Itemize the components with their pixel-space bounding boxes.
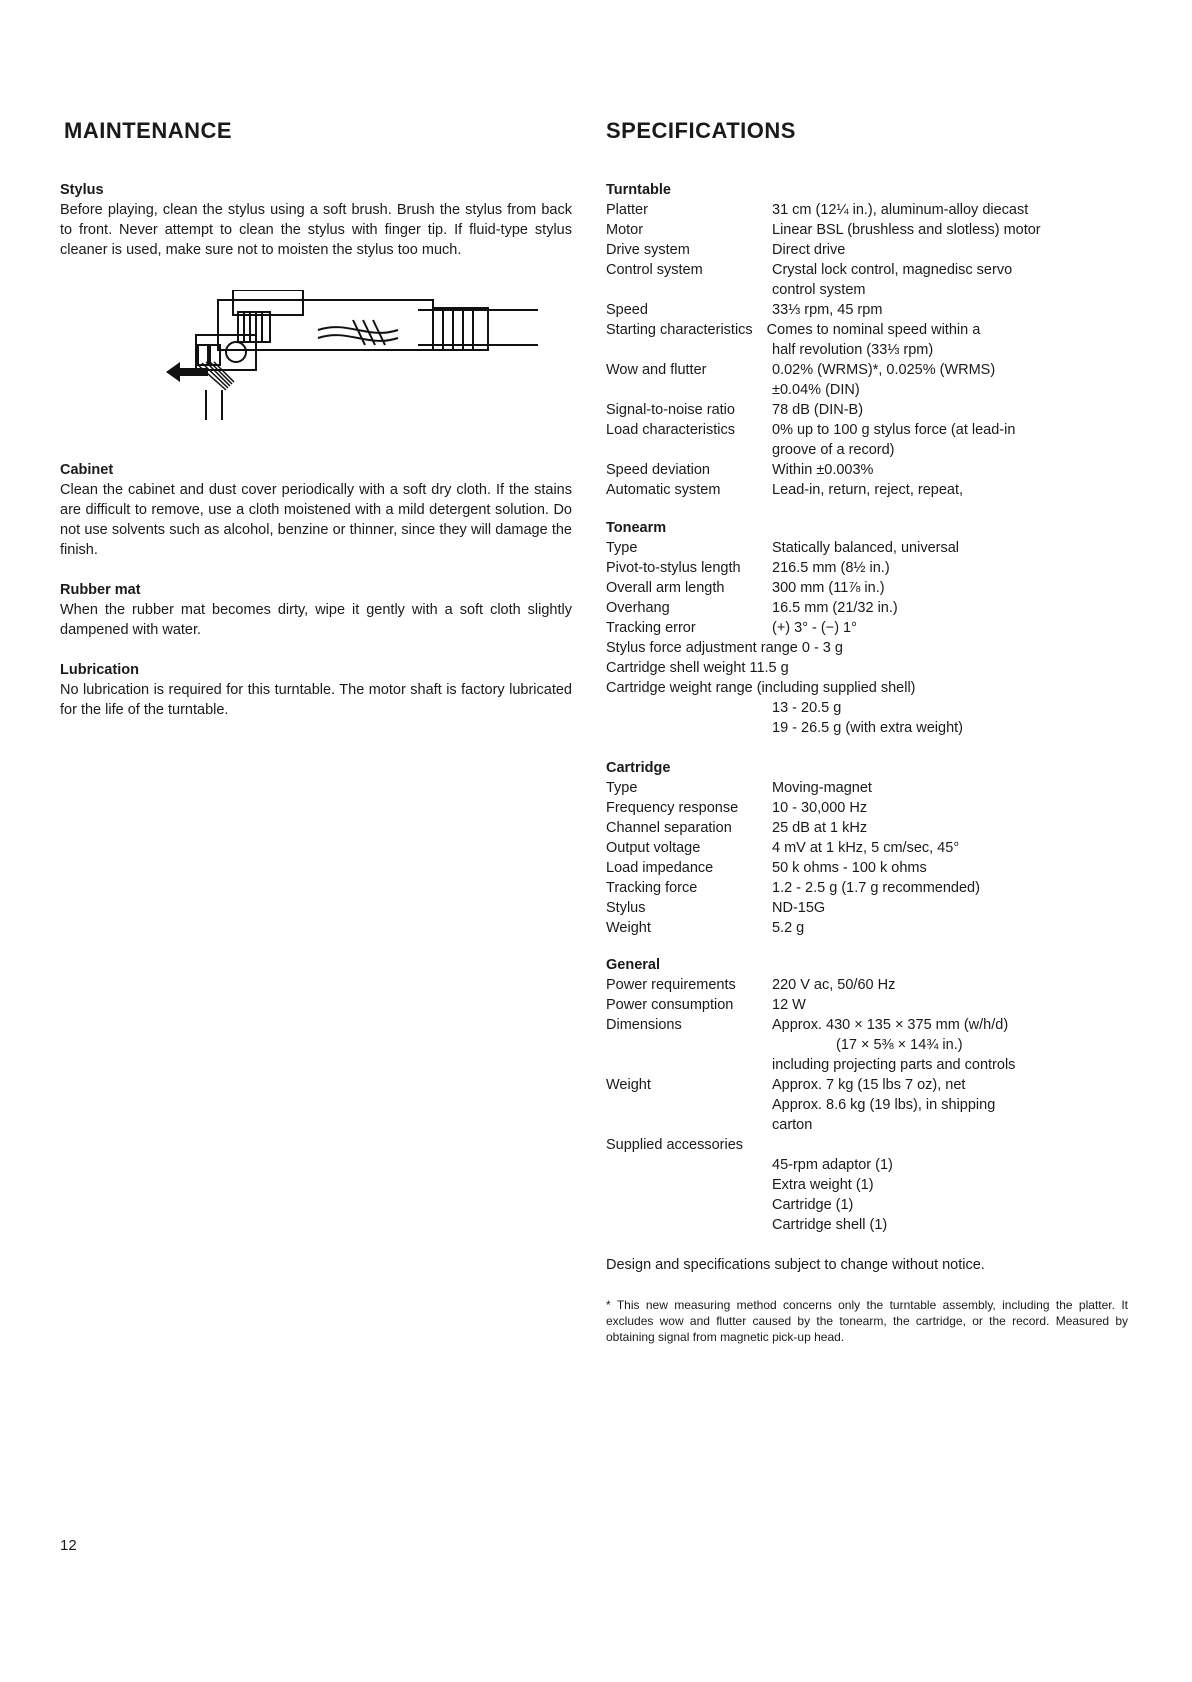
stylus-brush-cleaning-illustration: [118, 290, 558, 450]
spec-label: Tracking force: [606, 880, 698, 896]
lubrication-heading: Lubrication: [60, 662, 139, 678]
spec-row: [606, 995, 1166, 1015]
spec-row: [606, 1075, 1166, 1095]
page-number: 12: [60, 1537, 77, 1554]
spec-value: Approx. 7 kg (15 lbs 7 oz), net: [772, 1077, 966, 1093]
spec-row: [606, 598, 1166, 618]
spec-row: [606, 480, 1166, 500]
spec-label: Speed: [606, 302, 648, 318]
footnote-text: * This new measuring method concerns only the turntable assembly, including the platter. It excludes wow and flutter caused by the tonearm, the cartridge, or the record. Measured by obtaining signal from magnetic pick-up head.: [606, 1298, 1128, 1344]
spec-value: 4 mV at 1 kHz, 5 cm/sec, 45°: [772, 840, 960, 856]
spec-value-continued: Approx. 8.6 kg (19 lbs), in shipping: [772, 1097, 996, 1113]
spec-value: 31 cm (12¼ in.), aluminum-alloy diecast: [772, 202, 1029, 218]
spec-line: Cartridge weight range (including supplied shell): [606, 680, 916, 696]
spec-row: [606, 538, 1166, 558]
spec-row: [606, 778, 1166, 798]
spec-value: 1.2 - 2.5 g (1.7 g recommended): [772, 880, 980, 896]
spec-row: [606, 858, 1166, 878]
spec-label: Type: [606, 540, 638, 556]
spec-label: Overall arm length: [606, 580, 725, 596]
tonearm-heading: Tonearm: [606, 520, 667, 536]
spec-row: [606, 1015, 1166, 1035]
spec-label: Load characteristics: [606, 422, 735, 438]
spec-value: Linear BSL (brushless and slotless) motor: [772, 222, 1041, 238]
general-heading: General: [606, 957, 660, 973]
turntable-heading: Turntable: [606, 182, 671, 198]
spec-value-continued: groove of a record): [772, 442, 895, 458]
spec-label: Weight: [606, 920, 651, 936]
spec-label: Wow and flutter: [606, 362, 707, 378]
spec-value-continued: half revolution (33⅓ rpm): [772, 342, 934, 358]
spec-row: [606, 878, 1166, 898]
spec-value-continued: 13 - 20.5 g: [772, 700, 842, 716]
spec-value: 220 V ac, 50/60 Hz: [772, 977, 896, 993]
turntable-section: [606, 180, 1166, 500]
spec-value: Lead-in, return, reject, repeat,: [772, 482, 964, 498]
spec-value: 216.5 mm (8½ in.): [772, 560, 890, 576]
spec-label: Platter: [606, 202, 648, 218]
spec-value-continued: carton: [772, 1117, 813, 1133]
spec-line: Stylus force adjustment range 0 - 3 g: [606, 640, 843, 656]
spec-value: 10 - 30,000 Hz: [772, 800, 868, 816]
lubrication-section: [60, 660, 572, 720]
rubber-mat-heading: Rubber mat: [60, 582, 141, 598]
cartridge-section: [606, 758, 1166, 938]
spec-value-continued: 19 - 26.5 g (with extra weight): [772, 720, 964, 736]
spec-row: [606, 220, 1166, 240]
spec-label: Speed deviation: [606, 462, 710, 478]
spec-value: 33⅓ rpm, 45 rpm: [772, 302, 883, 318]
spec-value: 50 k ohms - 100 k ohms: [772, 860, 927, 876]
spec-value: Crystal lock control, magnedisc servo: [772, 262, 1013, 278]
spec-row: [606, 578, 1166, 598]
footnote: [606, 1297, 1128, 1345]
spec-value: Approx. 430 × 135 × 375 mm (w/h/d): [772, 1017, 1009, 1033]
spec-label: Power requirements: [606, 977, 736, 993]
spec-label: Channel separation: [606, 820, 732, 836]
spec-value: 78 dB (DIN-B): [772, 402, 864, 418]
spec-value-continued: including projecting parts and controls: [772, 1057, 1016, 1073]
accessory-item: Cartridge shell (1): [772, 1217, 888, 1233]
spec-row: [606, 300, 1166, 320]
spec-label: Signal-to-noise ratio: [606, 402, 735, 418]
spec-value: 16.5 mm (21/32 in.): [772, 600, 898, 616]
spec-label: Control system: [606, 262, 703, 278]
accessory-item: Extra weight (1): [772, 1177, 874, 1193]
spec-value: 300 mm (11⅞ in.): [772, 580, 885, 596]
spec-row: [606, 898, 1166, 918]
rubber-mat-text: When the rubber mat becomes dirty, wipe it gently with a soft cloth slightly dampened with water.: [60, 602, 572, 638]
spec-value: (+) 3° - (−) 1°: [772, 620, 857, 636]
spec-row: [606, 200, 1166, 220]
spec-value: Comes to nominal speed within a: [766, 322, 981, 338]
notice: [606, 1255, 1166, 1275]
spec-value: 0.02% (WRMS)*, 0.025% (WRMS): [772, 362, 996, 378]
maintenance-title: MAINTENANCE: [64, 118, 233, 143]
tonearm-section: [606, 518, 1166, 738]
spec-label: Automatic system: [606, 482, 721, 498]
spec-label: Load impedance: [606, 860, 714, 876]
cartridge-heading: Cartridge: [606, 760, 671, 776]
spec-label: Power consumption: [606, 997, 734, 1013]
spec-value: 0% up to 100 g stylus force (at lead-in: [772, 422, 1016, 438]
spec-label: Output voltage: [606, 840, 701, 856]
spec-label: Pivot-to-stylus length: [606, 560, 741, 576]
cabinet-heading: Cabinet: [60, 462, 114, 478]
spec-row: [606, 320, 1166, 340]
spec-value: 25 dB at 1 kHz: [772, 820, 868, 836]
stylus-section: [60, 180, 572, 260]
spec-label: Stylus: [606, 900, 646, 916]
spec-value: Statically balanced, universal: [772, 540, 959, 556]
spec-label: Starting characteristics: [606, 322, 753, 338]
spec-value: Direct drive: [772, 242, 846, 258]
spec-row: [606, 360, 1166, 380]
spec-label: Weight: [606, 1077, 651, 1093]
rubber-mat-section: [60, 580, 572, 640]
cabinet-section: [60, 460, 572, 560]
spec-value-continued: ±0.04% (DIN): [772, 382, 860, 398]
stylus-text: Before playing, clean the stylus using a soft brush. Brush the stylus from back to front. Never attempt to clean the stylus with finger tip. If fluid-type stylus cleaner is used, make sure not to moisten the stylus too much.: [60, 202, 572, 258]
spec-row: [606, 240, 1166, 260]
spec-label: Type: [606, 780, 638, 796]
spec-value: Within ±0.003%: [772, 462, 874, 478]
accessory-item: Cartridge (1): [772, 1197, 854, 1213]
spec-value: ND-15G: [772, 900, 826, 916]
spec-value: 5.2 g: [772, 920, 805, 936]
notice-text: Design and specifications subject to change without notice.: [606, 1257, 985, 1273]
spec-line: Supplied accessories: [606, 1137, 744, 1153]
spec-label: Tracking error: [606, 620, 696, 636]
spec-line: Cartridge shell weight 11.5 g: [606, 660, 789, 676]
spec-row: [606, 460, 1166, 480]
spec-label: Frequency response: [606, 800, 739, 816]
specifications-title: SPECIFICATIONS: [606, 118, 796, 143]
stylus-heading: Stylus: [60, 182, 104, 198]
spec-row: [606, 918, 1166, 938]
spec-row: [606, 975, 1166, 995]
spec-row: [606, 838, 1166, 858]
spec-row: [606, 400, 1166, 420]
spec-value-continued: control system: [772, 282, 866, 298]
spec-value: 12 W: [772, 997, 806, 1013]
spec-value: Moving-magnet: [772, 780, 872, 796]
spec-label: Overhang: [606, 600, 670, 616]
spec-row: [606, 420, 1166, 440]
spec-label: Drive system: [606, 242, 690, 258]
lubrication-text: No lubrication is required for this turntable. The motor shaft is factory lubricated for the life of the turntable.: [60, 682, 572, 718]
spec-row: [606, 818, 1166, 838]
spec-value-continued: (17 × 5⅜ × 14¾ in.): [836, 1037, 963, 1053]
spec-row: [606, 618, 1166, 638]
general-section: [606, 955, 1166, 1235]
accessory-item: 45-rpm adaptor (1): [772, 1157, 893, 1173]
spec-label: Motor: [606, 222, 644, 238]
spec-row: [606, 558, 1166, 578]
spec-row: [606, 798, 1166, 818]
spec-row: [606, 260, 1166, 280]
spec-label: Dimensions: [606, 1017, 682, 1033]
cabinet-text: Clean the cabinet and dust cover periodically with a soft dry cloth. If the stains are difficult to remove, use a cloth moistened with a mild detergent solution. Do not use solvents such as alcohol, benzine or thinner, since they will damage the finish.: [60, 482, 572, 558]
